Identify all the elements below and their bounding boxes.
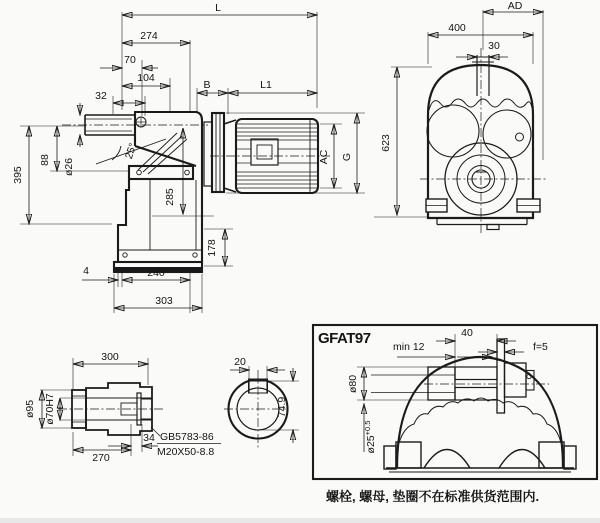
inset-detail	[313, 325, 597, 479]
nut	[505, 363, 527, 397]
inset-title: GFAT97	[318, 330, 371, 347]
dim-20: 20	[234, 356, 246, 368]
front-view	[374, 0, 546, 234]
hollow-shaft-detail	[24, 351, 221, 464]
gear-bore-left	[427, 105, 479, 157]
dim-30: 30	[488, 40, 500, 52]
gear-housing	[114, 112, 202, 272]
gear-teeth-line	[399, 398, 561, 443]
dim-40: 40	[461, 327, 473, 339]
dim-274: 274	[140, 30, 158, 42]
dim-74-9: 74.9	[276, 396, 288, 418]
dim-f5: f=5	[533, 341, 548, 353]
motor	[204, 113, 330, 193]
gear-bore-right	[483, 110, 531, 158]
dim-400: 400	[448, 22, 466, 34]
dim-395: 395	[12, 166, 24, 184]
callout-bolt-size: M20X50-8.8	[157, 446, 215, 458]
dim-dia70H7: ø70H7	[44, 393, 56, 425]
dim-dia95: ø95	[24, 399, 36, 419]
dim-300: 300	[101, 351, 119, 363]
side-view	[12, 2, 365, 313]
dim-B: B	[203, 79, 211, 91]
dim-270: 270	[92, 452, 110, 464]
dim-25deg: 25°	[122, 141, 140, 161]
dim-32: 32	[95, 90, 107, 102]
terminal-box	[251, 139, 278, 165]
dim-303: 303	[155, 295, 173, 307]
gear-teeth-line	[429, 99, 532, 110]
shaft-cross-section	[224, 356, 299, 448]
dim-34: 34	[143, 432, 155, 444]
dim-AD: AD	[507, 0, 523, 12]
dim-dia25: $ø25^{+0.5}$	[363, 420, 377, 454]
footnote: 螺栓, 螺母, 垫圈不在标准供货范围内.	[326, 489, 540, 504]
dim-AC: AC	[318, 149, 330, 165]
callout-standard: GB5783-86	[160, 431, 214, 443]
dim-G: G	[341, 152, 353, 162]
dim-88: 88	[39, 154, 51, 166]
dim-104: 104	[137, 72, 155, 84]
dim-178: 178	[206, 239, 218, 257]
dim-dia26: ø26	[63, 157, 75, 177]
dim-4: 4	[83, 265, 89, 277]
dim-dia80: ø80	[347, 374, 359, 394]
side-dimensions	[29, 15, 357, 308]
dim-min12: min 12	[393, 341, 425, 353]
dim-623: 623	[380, 134, 392, 152]
dim-285: 285	[164, 188, 176, 206]
dim-L1: L1	[260, 79, 272, 91]
housing-dome	[397, 357, 563, 468]
dim-240: 240	[147, 267, 165, 279]
dim-70: 70	[124, 54, 136, 66]
dim-L: L	[215, 2, 221, 14]
